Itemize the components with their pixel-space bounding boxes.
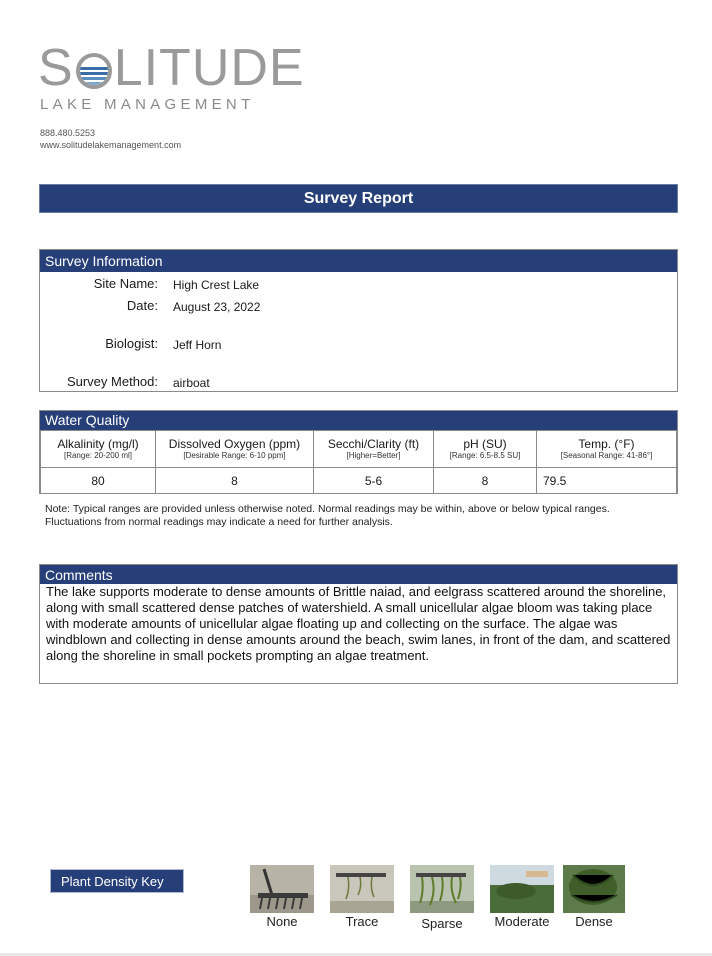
comments-heading: Comments: [40, 565, 677, 584]
survey-info-heading: Survey Information: [40, 250, 677, 272]
density-label-moderate: Moderate: [494, 914, 550, 929]
website-link[interactable]: www.solitudelakemanagement.com: [40, 140, 182, 150]
report-title: Survey Report: [39, 184, 678, 213]
date-label: Date:: [126, 298, 158, 313]
logo-wave-icon: [76, 45, 112, 85]
water-quality-panel: [39, 410, 678, 494]
rake-trace-photo-icon: [330, 865, 394, 913]
rake-sparse-photo-icon: [410, 865, 474, 913]
site-name-value: High Crest Lake: [173, 278, 260, 292]
wq-header-cell: [41, 431, 156, 468]
wq-col-name: Secchi/Clarity (ft): [327, 437, 420, 451]
phone-number: 888.480.5253: [40, 128, 96, 138]
water-quality-heading: Water Quality: [40, 411, 677, 430]
logo-tagline: LAKE MANAGEMENT: [40, 96, 255, 113]
wq-value-cell: 5-6: [314, 468, 434, 494]
survey-info-panel: [39, 249, 678, 392]
wq-col-name: Alkalinity (mg/l): [57, 437, 139, 451]
wq-value-cell: 8: [156, 468, 314, 494]
water-quality-value-row: [41, 468, 677, 494]
biologist-value: Jeff Horn: [173, 338, 222, 352]
water-quality-header-row: [41, 431, 677, 468]
plant-density-key-label: Plant Density Key: [50, 869, 184, 893]
comments-panel: [39, 564, 678, 684]
wq-col-range: [Desirable Range: 6-10 ppm]: [183, 451, 286, 460]
wq-value-cell: 80: [41, 468, 156, 494]
wq-value-cell: 79.5: [537, 468, 677, 494]
wq-col-name: pH (SU): [463, 437, 507, 451]
wq-header-cell: [434, 431, 537, 468]
wq-header-cell: [537, 431, 677, 468]
date-value: August 23, 2022: [173, 300, 261, 314]
rake-moderate-photo-icon: [490, 865, 554, 913]
wq-header-cell: [156, 431, 314, 468]
rake-none-photo-icon: [250, 865, 314, 913]
wq-col-range: [Range: 6.5-8.5 SU]: [449, 451, 521, 460]
wq-col-range: [Seasonal Range: 41-86°]: [560, 451, 653, 460]
site-name-label: Site Name:: [93, 276, 158, 291]
rake-dense-photo-icon: [563, 865, 625, 913]
biologist-label: Biologist:: [105, 336, 158, 351]
density-label-sparse: Sparse: [421, 916, 463, 931]
wq-col-range: [Higher=Better]: [346, 451, 401, 460]
water-quality-table: [40, 430, 677, 494]
survey-method-value: airboat: [173, 376, 210, 390]
comments-text: The lake supports moderate to dense amounts of Brittle naiad, and eelgrass scattered around the shoreline, along with small scattered dense patches of watershield. A small unicellular algae bloom was taking place with moderate amounts of unicellular algae floating up and collecting on the surface. The algae was windblown and collecting in dense amounts around the beach, swim lanes, in front of the dam, and scattered along the shoreline in small pockets prompting an algae treatment.: [46, 584, 671, 663]
wq-col-name: Dissolved Oxygen (ppm): [168, 437, 301, 451]
density-label-trace: Trace: [345, 914, 379, 929]
wq-col-name: Temp. (°F): [578, 437, 635, 451]
density-label-dense: Dense: [575, 914, 613, 929]
company-logo: [38, 40, 305, 96]
wq-col-range: [Range: 20-200 ml]: [63, 451, 133, 460]
wq-value-cell: 8: [434, 468, 537, 494]
wq-header-cell: [314, 431, 434, 468]
water-quality-note: Note: Typical ranges are provided unless otherwise noted. Normal readings may be within, above or below typical ranges. Fluctuations from normal readings may indicate a need for further analysis.: [45, 503, 610, 528]
logo-letters-litude: LITUDE: [113, 39, 305, 97]
survey-method-label: Survey Method:: [66, 374, 158, 389]
density-label-none: None: [266, 914, 298, 929]
logo-letter-s: S: [38, 39, 74, 97]
